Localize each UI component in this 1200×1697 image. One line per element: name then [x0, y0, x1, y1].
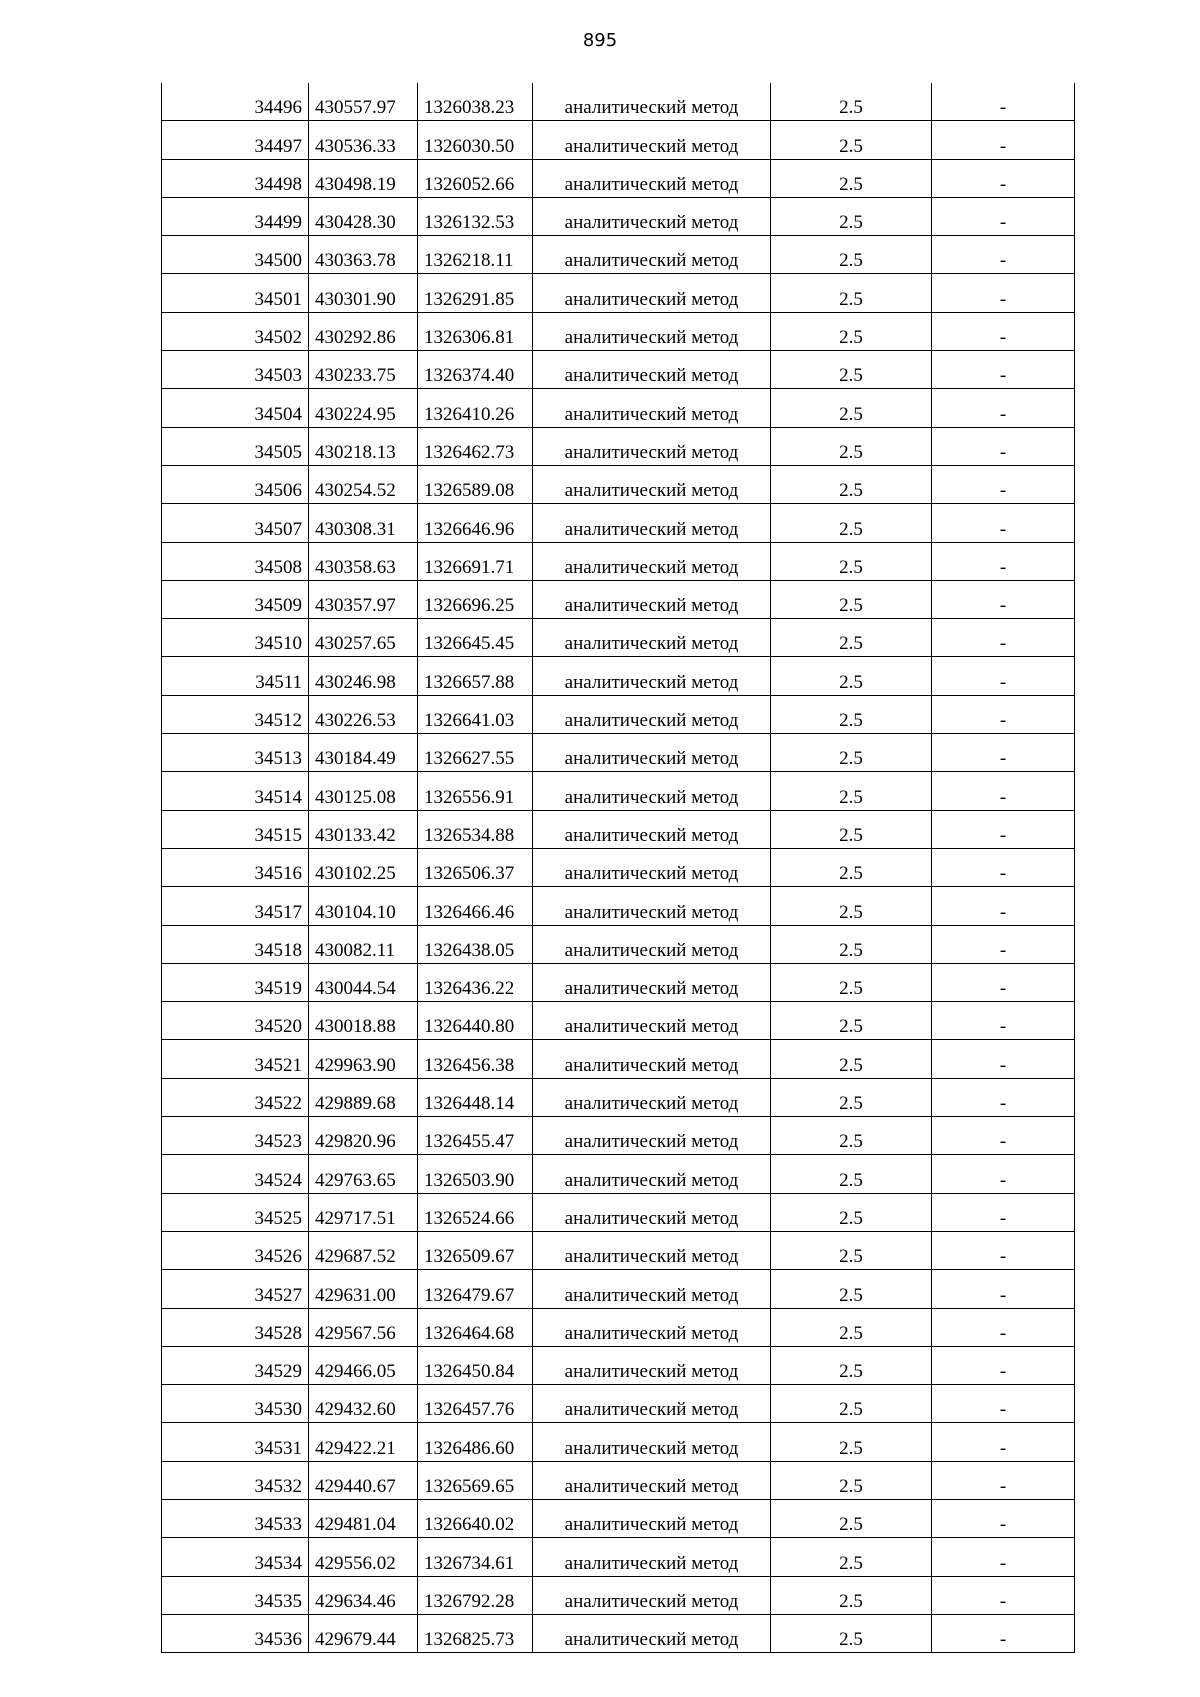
method-cell: аналитический метод: [533, 504, 771, 542]
x-coordinate-cell: 429631.00: [309, 1270, 418, 1308]
x-coordinate-cell: 430082.11: [309, 925, 418, 963]
note-cell: -: [932, 1040, 1075, 1078]
accuracy-cell: 2.5: [771, 274, 932, 312]
x-coordinate-cell: 429466.05: [309, 1346, 418, 1384]
note-cell: -: [932, 1117, 1075, 1155]
method-cell: аналитический метод: [533, 389, 771, 427]
x-coordinate-cell: 429432.60: [309, 1385, 418, 1423]
note-cell: -: [932, 657, 1075, 695]
accuracy-cell: 2.5: [771, 1576, 932, 1614]
table-row: [162, 1308, 1075, 1346]
accuracy-cell: 2.5: [771, 1117, 932, 1155]
method-cell: аналитический метод: [533, 1385, 771, 1423]
y-coordinate-cell: 1326052.66: [418, 159, 533, 197]
note-cell: -: [932, 1270, 1075, 1308]
note-cell: -: [932, 772, 1075, 810]
table-row: [162, 121, 1075, 159]
point-number-cell: 34535: [162, 1576, 309, 1614]
point-number-cell: 34515: [162, 810, 309, 848]
y-coordinate-cell: 1326374.40: [418, 351, 533, 389]
point-number-cell: 34522: [162, 1078, 309, 1116]
method-cell: аналитический метод: [533, 274, 771, 312]
accuracy-cell: 2.5: [771, 1385, 932, 1423]
method-cell: аналитический метод: [533, 1002, 771, 1040]
note-cell: -: [932, 197, 1075, 235]
y-coordinate-cell: 1326589.08: [418, 465, 533, 503]
note-cell: -: [932, 465, 1075, 503]
point-number-cell: 34507: [162, 504, 309, 542]
note-cell: -: [932, 1538, 1075, 1576]
point-number-cell: 34508: [162, 542, 309, 580]
x-coordinate-cell: 430498.19: [309, 159, 418, 197]
method-cell: аналитический метод: [533, 1346, 771, 1384]
table-row: [162, 1270, 1075, 1308]
table-row: [162, 1423, 1075, 1461]
y-coordinate-cell: 1326457.76: [418, 1385, 533, 1423]
accuracy-cell: 2.5: [771, 504, 932, 542]
x-coordinate-cell: 430257.65: [309, 619, 418, 657]
y-coordinate-cell: 1326696.25: [418, 580, 533, 618]
note-cell: -: [932, 810, 1075, 848]
method-cell: аналитический метод: [533, 312, 771, 350]
table-row: [162, 657, 1075, 695]
y-coordinate-cell: 1326462.73: [418, 427, 533, 465]
point-number-cell: 34496: [162, 83, 309, 121]
table-row: [162, 734, 1075, 772]
y-coordinate-cell: 1326410.26: [418, 389, 533, 427]
table-row: [162, 580, 1075, 618]
accuracy-cell: 2.5: [771, 236, 932, 274]
point-number-cell: 34533: [162, 1499, 309, 1537]
y-coordinate-cell: 1326448.14: [418, 1078, 533, 1116]
method-cell: аналитический метод: [533, 887, 771, 925]
accuracy-cell: 2.5: [771, 657, 932, 695]
accuracy-cell: 2.5: [771, 925, 932, 963]
table-row: [162, 1385, 1075, 1423]
y-coordinate-cell: 1326556.91: [418, 772, 533, 810]
y-coordinate-cell: 1326464.68: [418, 1308, 533, 1346]
x-coordinate-cell: 430536.33: [309, 121, 418, 159]
point-number-cell: 34528: [162, 1308, 309, 1346]
x-coordinate-cell: 429556.02: [309, 1538, 418, 1576]
method-cell: аналитический метод: [533, 1155, 771, 1193]
x-coordinate-cell: 429567.56: [309, 1308, 418, 1346]
method-cell: аналитический метод: [533, 1193, 771, 1231]
method-cell: аналитический метод: [533, 848, 771, 886]
point-number-cell: 34513: [162, 734, 309, 772]
coordinates-table: [161, 83, 1075, 1653]
note-cell: -: [932, 274, 1075, 312]
accuracy-cell: 2.5: [771, 1461, 932, 1499]
x-coordinate-cell: 430357.97: [309, 580, 418, 618]
table-body: [162, 83, 1075, 1653]
table-row: [162, 236, 1075, 274]
table-row: [162, 1040, 1075, 1078]
y-coordinate-cell: 1326450.84: [418, 1346, 533, 1384]
accuracy-cell: 2.5: [771, 1614, 932, 1652]
x-coordinate-cell: 430246.98: [309, 657, 418, 695]
accuracy-cell: 2.5: [771, 1040, 932, 1078]
table-row: [162, 389, 1075, 427]
y-coordinate-cell: 1326440.80: [418, 1002, 533, 1040]
table-row: [162, 772, 1075, 810]
accuracy-cell: 2.5: [771, 121, 932, 159]
table-row: [162, 504, 1075, 542]
method-cell: аналитический метод: [533, 542, 771, 580]
point-number-cell: 34529: [162, 1346, 309, 1384]
y-coordinate-cell: 1326436.22: [418, 963, 533, 1001]
y-coordinate-cell: 1326825.73: [418, 1614, 533, 1652]
table-row: [162, 465, 1075, 503]
x-coordinate-cell: 430133.42: [309, 810, 418, 848]
note-cell: -: [932, 619, 1075, 657]
point-number-cell: 34525: [162, 1193, 309, 1231]
table-row: [162, 351, 1075, 389]
accuracy-cell: 2.5: [771, 734, 932, 772]
x-coordinate-cell: 429679.44: [309, 1614, 418, 1652]
note-cell: -: [932, 848, 1075, 886]
point-number-cell: 34500: [162, 236, 309, 274]
point-number-cell: 34520: [162, 1002, 309, 1040]
table-row: [162, 810, 1075, 848]
accuracy-cell: 2.5: [771, 1308, 932, 1346]
point-number-cell: 34530: [162, 1385, 309, 1423]
note-cell: -: [932, 542, 1075, 580]
method-cell: аналитический метод: [533, 1461, 771, 1499]
method-cell: аналитический метод: [533, 1614, 771, 1652]
x-coordinate-cell: 430018.88: [309, 1002, 418, 1040]
y-coordinate-cell: 1326503.90: [418, 1155, 533, 1193]
accuracy-cell: 2.5: [771, 83, 932, 121]
x-coordinate-cell: 429687.52: [309, 1231, 418, 1269]
x-coordinate-cell: 430184.49: [309, 734, 418, 772]
note-cell: -: [932, 963, 1075, 1001]
x-coordinate-cell: 430125.08: [309, 772, 418, 810]
point-number-cell: 34505: [162, 427, 309, 465]
x-coordinate-cell: 430044.54: [309, 963, 418, 1001]
table-row: [162, 1193, 1075, 1231]
note-cell: -: [932, 351, 1075, 389]
method-cell: аналитический метод: [533, 580, 771, 618]
method-cell: аналитический метод: [533, 236, 771, 274]
note-cell: -: [932, 389, 1075, 427]
note-cell: -: [932, 734, 1075, 772]
point-number-cell: 34516: [162, 848, 309, 886]
note-cell: -: [932, 580, 1075, 618]
x-coordinate-cell: 430224.95: [309, 389, 418, 427]
method-cell: аналитический метод: [533, 695, 771, 733]
point-number-cell: 34512: [162, 695, 309, 733]
y-coordinate-cell: 1326691.71: [418, 542, 533, 580]
y-coordinate-cell: 1326132.53: [418, 197, 533, 235]
method-cell: аналитический метод: [533, 1231, 771, 1269]
point-number-cell: 34519: [162, 963, 309, 1001]
x-coordinate-cell: 429889.68: [309, 1078, 418, 1116]
method-cell: аналитический метод: [533, 1270, 771, 1308]
x-coordinate-cell: 430308.31: [309, 504, 418, 542]
accuracy-cell: 2.5: [771, 1155, 932, 1193]
y-coordinate-cell: 1326466.46: [418, 887, 533, 925]
y-coordinate-cell: 1326030.50: [418, 121, 533, 159]
point-number-cell: 34498: [162, 159, 309, 197]
accuracy-cell: 2.5: [771, 1002, 932, 1040]
accuracy-cell: 2.5: [771, 197, 932, 235]
x-coordinate-cell: 429481.04: [309, 1499, 418, 1537]
y-coordinate-cell: 1326438.05: [418, 925, 533, 963]
method-cell: аналитический метод: [533, 1499, 771, 1537]
accuracy-cell: 2.5: [771, 1538, 932, 1576]
accuracy-cell: 2.5: [771, 351, 932, 389]
note-cell: -: [932, 1193, 1075, 1231]
point-number-cell: 34523: [162, 1117, 309, 1155]
point-number-cell: 34504: [162, 389, 309, 427]
note-cell: -: [932, 83, 1075, 121]
x-coordinate-cell: 430218.13: [309, 427, 418, 465]
table-row: [162, 542, 1075, 580]
note-cell: -: [932, 1461, 1075, 1499]
table-row: [162, 1231, 1075, 1269]
method-cell: аналитический метод: [533, 1308, 771, 1346]
table-row: [162, 83, 1075, 121]
method-cell: аналитический метод: [533, 1040, 771, 1078]
y-coordinate-cell: 1326734.61: [418, 1538, 533, 1576]
y-coordinate-cell: 1326306.81: [418, 312, 533, 350]
accuracy-cell: 2.5: [771, 159, 932, 197]
note-cell: -: [932, 312, 1075, 350]
method-cell: аналитический метод: [533, 925, 771, 963]
table-row: [162, 925, 1075, 963]
method-cell: аналитический метод: [533, 1538, 771, 1576]
x-coordinate-cell: 429763.65: [309, 1155, 418, 1193]
y-coordinate-cell: 1326456.38: [418, 1040, 533, 1078]
point-number-cell: 34503: [162, 351, 309, 389]
method-cell: аналитический метод: [533, 159, 771, 197]
method-cell: аналитический метод: [533, 197, 771, 235]
table-row: [162, 274, 1075, 312]
accuracy-cell: 2.5: [771, 1231, 932, 1269]
method-cell: аналитический метод: [533, 465, 771, 503]
table-row: [162, 1155, 1075, 1193]
y-coordinate-cell: 1326534.88: [418, 810, 533, 848]
x-coordinate-cell: 430292.86: [309, 312, 418, 350]
accuracy-cell: 2.5: [771, 1499, 932, 1537]
y-coordinate-cell: 1326524.66: [418, 1193, 533, 1231]
x-coordinate-cell: 429440.67: [309, 1461, 418, 1499]
point-number-cell: 34499: [162, 197, 309, 235]
x-coordinate-cell: 430254.52: [309, 465, 418, 503]
accuracy-cell: 2.5: [771, 810, 932, 848]
x-coordinate-cell: 430363.78: [309, 236, 418, 274]
x-coordinate-cell: 430233.75: [309, 351, 418, 389]
table-row: [162, 1002, 1075, 1040]
method-cell: аналитический метод: [533, 1078, 771, 1116]
table-row: [162, 1346, 1075, 1384]
table-row: [162, 695, 1075, 733]
accuracy-cell: 2.5: [771, 389, 932, 427]
note-cell: -: [932, 1576, 1075, 1614]
note-cell: -: [932, 1078, 1075, 1116]
x-coordinate-cell: 430226.53: [309, 695, 418, 733]
method-cell: аналитический метод: [533, 772, 771, 810]
table-row: [162, 1576, 1075, 1614]
note-cell: -: [932, 159, 1075, 197]
point-number-cell: 34524: [162, 1155, 309, 1193]
point-number-cell: 34506: [162, 465, 309, 503]
method-cell: аналитический метод: [533, 427, 771, 465]
table-row: [162, 619, 1075, 657]
y-coordinate-cell: 1326038.23: [418, 83, 533, 121]
x-coordinate-cell: 429422.21: [309, 1423, 418, 1461]
accuracy-cell: 2.5: [771, 887, 932, 925]
x-coordinate-cell: 430102.25: [309, 848, 418, 886]
accuracy-cell: 2.5: [771, 1193, 932, 1231]
x-coordinate-cell: 430358.63: [309, 542, 418, 580]
point-number-cell: 34521: [162, 1040, 309, 1078]
note-cell: -: [932, 1155, 1075, 1193]
accuracy-cell: 2.5: [771, 1270, 932, 1308]
point-number-cell: 34509: [162, 580, 309, 618]
y-coordinate-cell: 1326509.67: [418, 1231, 533, 1269]
note-cell: -: [932, 1002, 1075, 1040]
note-cell: -: [932, 1346, 1075, 1384]
x-coordinate-cell: 430104.10: [309, 887, 418, 925]
x-coordinate-cell: 430428.30: [309, 197, 418, 235]
accuracy-cell: 2.5: [771, 1078, 932, 1116]
accuracy-cell: 2.5: [771, 619, 932, 657]
y-coordinate-cell: 1326218.11: [418, 236, 533, 274]
table-row: [162, 427, 1075, 465]
y-coordinate-cell: 1326479.67: [418, 1270, 533, 1308]
y-coordinate-cell: 1326645.45: [418, 619, 533, 657]
point-number-cell: 34510: [162, 619, 309, 657]
note-cell: -: [932, 925, 1075, 963]
method-cell: аналитический метод: [533, 1117, 771, 1155]
accuracy-cell: 2.5: [771, 1423, 932, 1461]
point-number-cell: 34517: [162, 887, 309, 925]
table-row: [162, 1614, 1075, 1652]
y-coordinate-cell: 1326506.37: [418, 848, 533, 886]
point-number-cell: 34526: [162, 1231, 309, 1269]
table-row: [162, 1461, 1075, 1499]
note-cell: -: [932, 236, 1075, 274]
y-coordinate-cell: 1326569.65: [418, 1461, 533, 1499]
note-cell: -: [932, 1614, 1075, 1652]
table-row: [162, 1117, 1075, 1155]
note-cell: -: [932, 1231, 1075, 1269]
table-row: [162, 159, 1075, 197]
y-coordinate-cell: 1326640.02: [418, 1499, 533, 1537]
method-cell: аналитический метод: [533, 1423, 771, 1461]
point-number-cell: 34532: [162, 1461, 309, 1499]
note-cell: -: [932, 1499, 1075, 1537]
method-cell: аналитический метод: [533, 351, 771, 389]
point-number-cell: 34527: [162, 1270, 309, 1308]
y-coordinate-cell: 1326646.96: [418, 504, 533, 542]
method-cell: аналитический метод: [533, 734, 771, 772]
accuracy-cell: 2.5: [771, 963, 932, 1001]
accuracy-cell: 2.5: [771, 580, 932, 618]
accuracy-cell: 2.5: [771, 772, 932, 810]
accuracy-cell: 2.5: [771, 1346, 932, 1384]
table-row: [162, 848, 1075, 886]
method-cell: аналитический метод: [533, 1576, 771, 1614]
page-number: 895: [582, 30, 618, 51]
y-coordinate-cell: 1326486.60: [418, 1423, 533, 1461]
accuracy-cell: 2.5: [771, 542, 932, 580]
accuracy-cell: 2.5: [771, 465, 932, 503]
note-cell: -: [932, 427, 1075, 465]
table-row: [162, 887, 1075, 925]
accuracy-cell: 2.5: [771, 427, 932, 465]
point-number-cell: 34534: [162, 1538, 309, 1576]
point-number-cell: 34501: [162, 274, 309, 312]
x-coordinate-cell: 430557.97: [309, 83, 418, 121]
note-cell: -: [932, 695, 1075, 733]
y-coordinate-cell: 1326792.28: [418, 1576, 533, 1614]
table-row: [162, 1538, 1075, 1576]
note-cell: -: [932, 1423, 1075, 1461]
note-cell: -: [932, 121, 1075, 159]
x-coordinate-cell: 429820.96: [309, 1117, 418, 1155]
x-coordinate-cell: 429634.46: [309, 1576, 418, 1614]
point-number-cell: 34531: [162, 1423, 309, 1461]
note-cell: -: [932, 887, 1075, 925]
method-cell: аналитический метод: [533, 963, 771, 1001]
table-row: [162, 963, 1075, 1001]
x-coordinate-cell: 429717.51: [309, 1193, 418, 1231]
y-coordinate-cell: 1326657.88: [418, 657, 533, 695]
point-number-cell: 34502: [162, 312, 309, 350]
table-row: [162, 1499, 1075, 1537]
point-number-cell: 34518: [162, 925, 309, 963]
method-cell: аналитический метод: [533, 657, 771, 695]
note-cell: -: [932, 1385, 1075, 1423]
table-row: [162, 197, 1075, 235]
method-cell: аналитический метод: [533, 83, 771, 121]
point-number-cell: 34536: [162, 1614, 309, 1652]
point-number-cell: 34497: [162, 121, 309, 159]
table-row: [162, 312, 1075, 350]
point-number-cell: 34514: [162, 772, 309, 810]
note-cell: -: [932, 1308, 1075, 1346]
y-coordinate-cell: 1326455.47: [418, 1117, 533, 1155]
point-number-cell: 34511: [162, 657, 309, 695]
x-coordinate-cell: 429963.90: [309, 1040, 418, 1078]
x-coordinate-cell: 430301.90: [309, 274, 418, 312]
note-cell: -: [932, 504, 1075, 542]
accuracy-cell: 2.5: [771, 695, 932, 733]
table-row: [162, 1078, 1075, 1116]
accuracy-cell: 2.5: [771, 848, 932, 886]
y-coordinate-cell: 1326627.55: [418, 734, 533, 772]
y-coordinate-cell: 1326291.85: [418, 274, 533, 312]
method-cell: аналитический метод: [533, 121, 771, 159]
method-cell: аналитический метод: [533, 810, 771, 848]
accuracy-cell: 2.5: [771, 312, 932, 350]
y-coordinate-cell: 1326641.03: [418, 695, 533, 733]
method-cell: аналитический метод: [533, 619, 771, 657]
